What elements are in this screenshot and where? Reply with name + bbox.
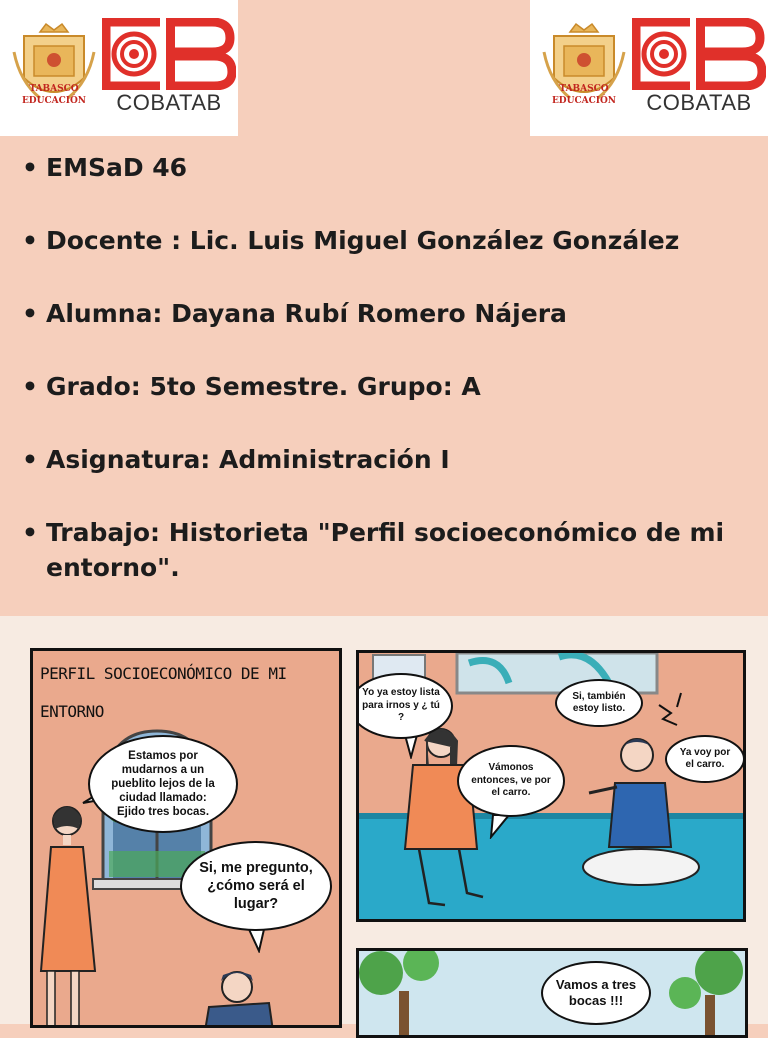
- comic-panel-2: [356, 650, 746, 922]
- crest-label-tabasco: TABASCO: [559, 84, 609, 94]
- crest-label-educacion: EDUCACIÓN: [551, 96, 617, 106]
- speech-bubble-panel2-d: Ya voy por el carro.: [665, 735, 745, 783]
- speech-bubble-panel1-b: Si, me pregunto, ¿cómo será el lugar?: [180, 841, 332, 931]
- logo-left: [0, 0, 238, 136]
- cobatab-wordmark: COBATAB: [116, 90, 222, 115]
- student-line: • Alumna: Dayana Rubí Romero Nájera: [22, 296, 752, 331]
- crest-label-educacion: EDUCACIÓN: [21, 96, 87, 106]
- cover-info-list: [22, 150, 752, 585]
- subject-line: • Asignatura: Administración I: [22, 442, 752, 477]
- comic-panel-3: [356, 948, 748, 1038]
- grade-line: • Grado: 5to Semestre. Grupo: A: [22, 369, 752, 404]
- school-line: • EMSaD 46: [22, 150, 752, 185]
- work-line: • Trabajo: Historieta "Perfil socioeconómico de mi entorno".: [22, 515, 752, 585]
- cobatab-wordmark: COBATAB: [646, 90, 752, 115]
- speech-bubble-panel2-c: Vámonos entonces, ve por el carro.: [457, 745, 565, 817]
- crest-label-tabasco: TABASCO: [29, 84, 79, 94]
- cobatab-mark-icon: [102, 18, 236, 90]
- teacher-line: • Docente : Lic. Luis Miguel González González: [22, 223, 752, 258]
- speech-bubble-panel1-a: Estamos por mudarnos a un pueblito lejos de la ciudad llamado: Ejido tres bocas.: [88, 735, 238, 833]
- logo-right: [530, 0, 768, 136]
- comic-panel-1: [30, 648, 342, 1028]
- speech-bubble-panel2-a: Yo ya estoy lista para irnos y ¿ tú ?: [356, 673, 453, 739]
- comic-title: PERFIL SOCIOECONÓMICO DE MI ENTORNO: [40, 664, 287, 721]
- speech-bubble-panel2-b: Si, también estoy listo.: [555, 679, 643, 727]
- speech-bubble-panel3-a: Vamos a tres bocas !!!: [541, 961, 651, 1025]
- cobatab-mark-icon: [632, 18, 766, 90]
